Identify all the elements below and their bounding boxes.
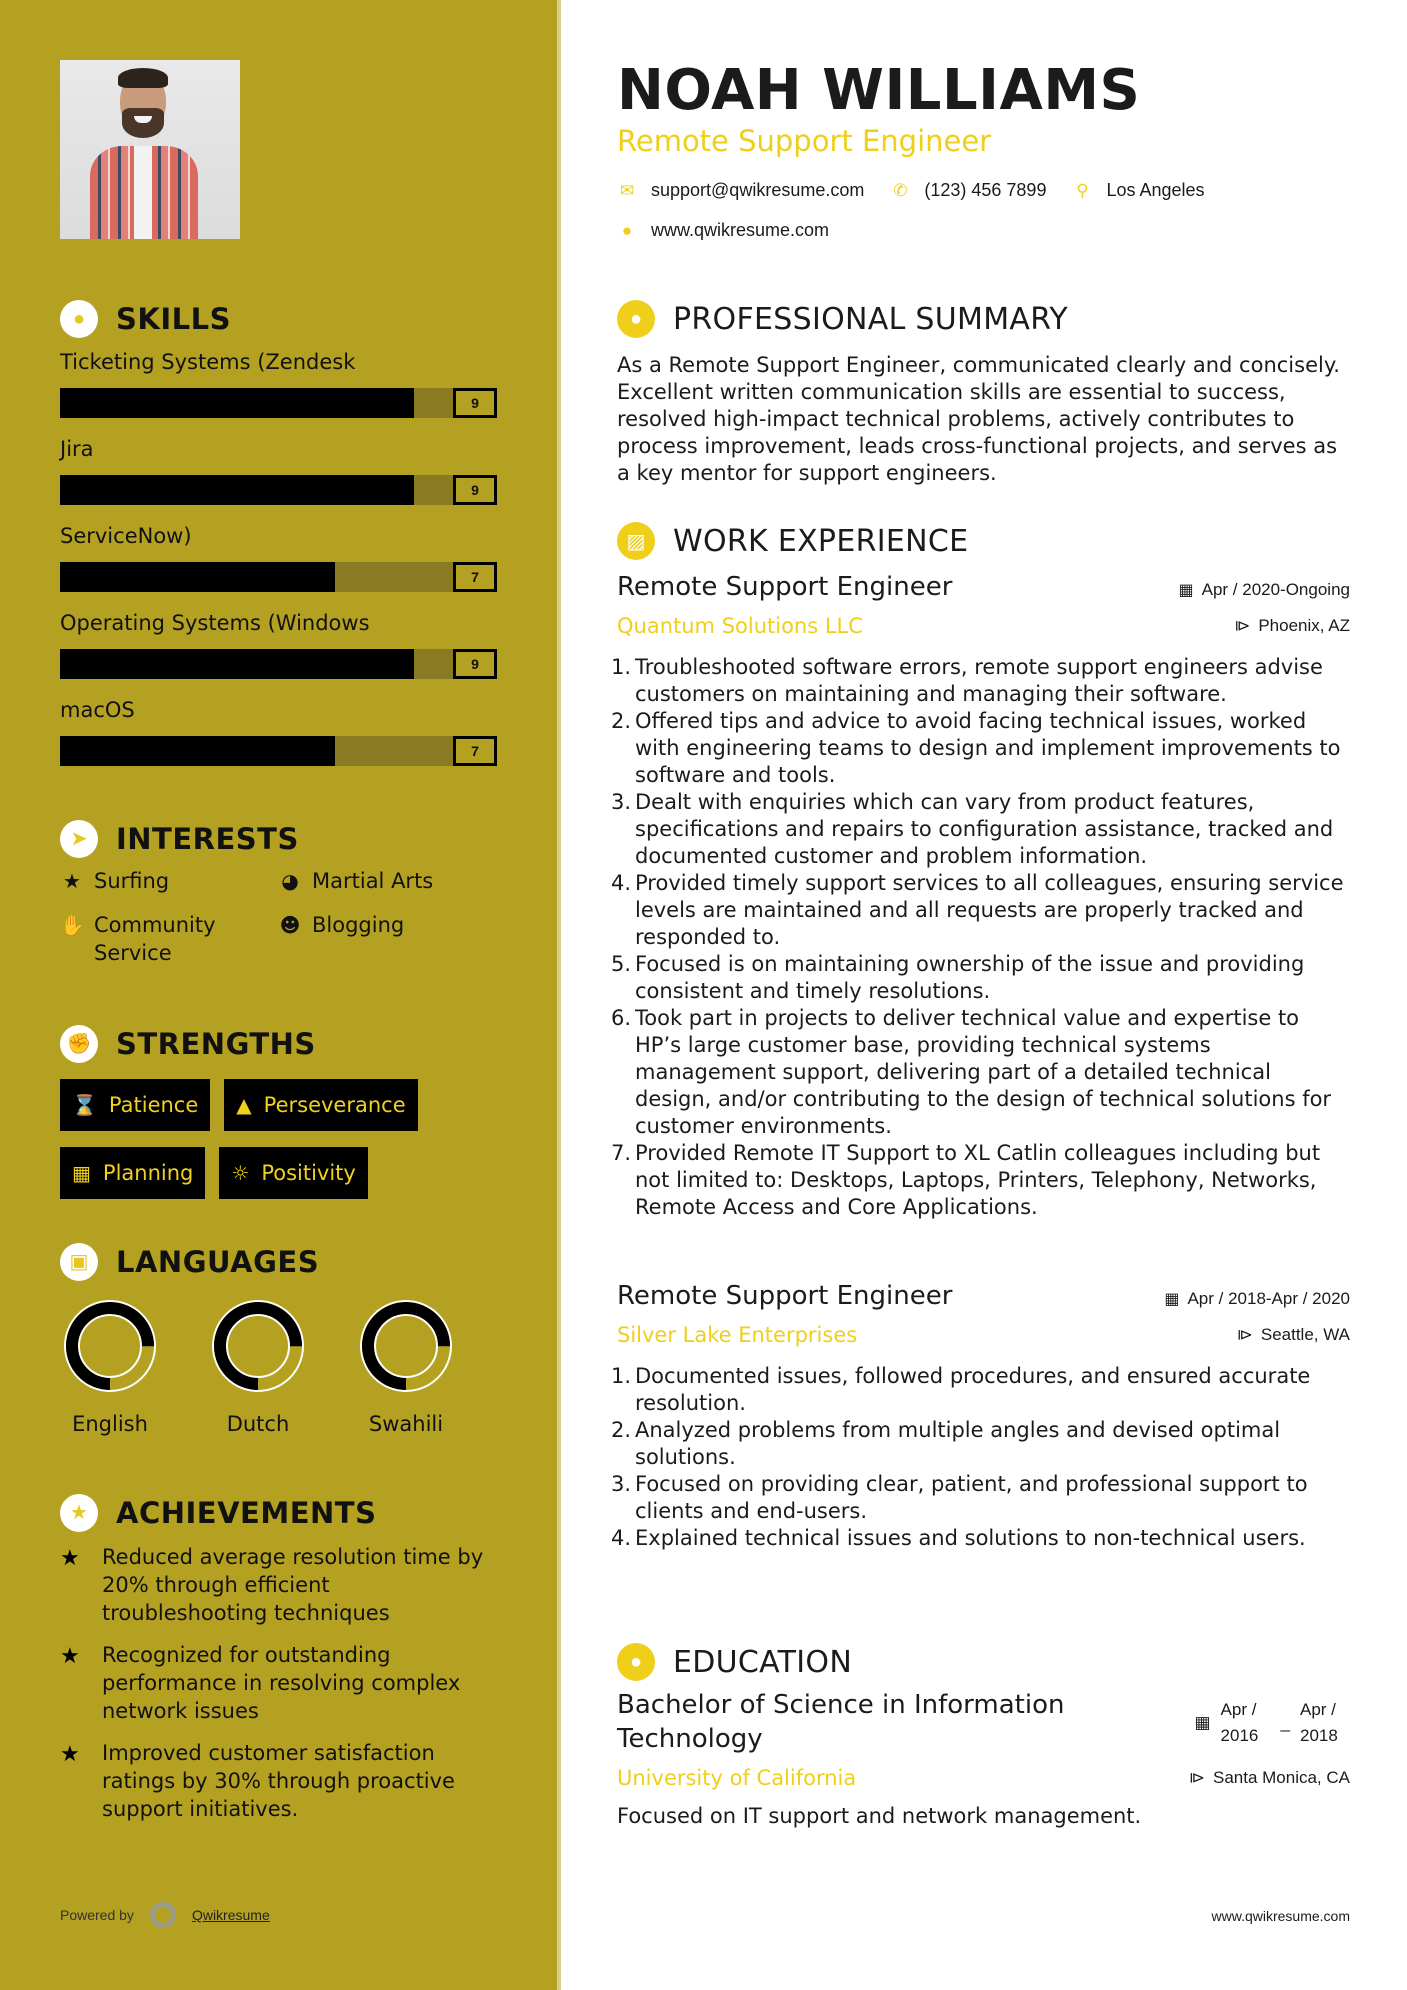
skills-heading: ● SKILLS xyxy=(60,300,231,338)
sun-icon: ☼ xyxy=(231,1161,250,1185)
calendar-icon: ▦ xyxy=(1178,582,1194,599)
candidate-name: NOAH WILLIAMS xyxy=(617,58,1141,123)
user-icon: ● xyxy=(617,300,655,338)
website-row xyxy=(617,220,829,241)
contact-row xyxy=(617,180,1205,201)
calendar-icon: ▦ xyxy=(72,1161,91,1185)
experience-heading: ▨ WORK EXPERIENCE xyxy=(617,522,968,560)
achievement-item: ★ Reduced average resolution time by 20% through efficient troubleshooting techniques xyxy=(60,1545,484,1625)
language-item: Swahili xyxy=(360,1300,452,1436)
email-link[interactable]: support@qwikresume.com xyxy=(651,180,865,200)
qwikresume-link[interactable]: Qwikresume xyxy=(191,1907,270,1923)
calendar-icon: ▦ xyxy=(1164,1291,1180,1308)
skill-item: ServiceNow) 7 xyxy=(60,524,497,592)
fist-icon: ✋ xyxy=(60,913,85,937)
lightbulb-icon: ● xyxy=(60,300,98,338)
sidebar-divider xyxy=(557,0,561,1990)
job-bullets: Documented issues, followed procedures, and ensured accurate resolution. Analyzed problems from multiple angles and devised optimal solutions. Focused on providing clear, patient, and professional support to clients and end-users. Explained technical issues and solutions to non-technical users. xyxy=(635,1364,1311,1550)
qwikresume-logo-icon xyxy=(150,1902,176,1928)
globe-icon: ● xyxy=(621,220,633,240)
powered-by: Powered by Qwikresume xyxy=(60,1902,270,1928)
skill-bar: 7 xyxy=(60,736,497,766)
shooting-star-icon: ★ xyxy=(60,1494,98,1532)
strength-badge: ☼ Positivity xyxy=(219,1147,367,1199)
job-entry: Remote Support Engineer ▦ Apr / 2020-Ongoing Quantum Solutions LLC ⧐ Phoenix, AZ Troubleshooted software errors, remote support engineers advise customers on maintaining and managing their software. Offered tips and advice to avoid facing technical issues, worked with engineering teams to design and implement improvements to software and tools. Dealt with enquiries which can vary from product features, specifications and repairs to configuration assistance, tracked and documented customer and problem information. Provided timely support services to all colleagues, ensuring service levels are maintained and all requests are properly tracked and responded to. Focused is on maintaining ownership of the issue and providing consistent and timely resolutions. Took part in projects to deliver technical value and expertise to HP’s large customer base, providing technical systems management support, delivering part of a detailed technical design, and/or contributing to the design of technical solutions for customer environments. Provided Remote IT Support to XL Catlin colleagues including but not limited to: Desktops, Laptops, Printers, Telephony, Networks, Remote Access and Core Applications. xyxy=(617,572,1350,1219)
strengths-list xyxy=(60,1079,497,1199)
education-dates: ▦ Apr / 2016 _ Apr / 2018 xyxy=(1194,1700,1338,1745)
language-item: Dutch xyxy=(212,1300,304,1436)
skill-item: Jira 9 xyxy=(60,437,497,505)
office-chair-icon: ▨ xyxy=(617,522,655,560)
language-item: English xyxy=(64,1300,156,1436)
achievements-heading: ★ ACHIEVEMENTS xyxy=(60,1494,376,1532)
languages-list xyxy=(60,1300,497,1436)
profile-photo xyxy=(60,60,240,239)
languages-heading: ▣ LANGUAGES xyxy=(60,1243,319,1281)
summary-heading: ● PROFESSIONAL SUMMARY xyxy=(617,300,1068,338)
strength-badge: ▲ Perseverance xyxy=(224,1079,417,1131)
star-icon: ★ xyxy=(63,869,81,893)
users-icon: ☻ xyxy=(279,913,301,937)
job-entry: Remote Support Engineer ▦ Apr / 2018-Apr / 2020 Silver Lake Enterprises ⧐ Seattle, WA Documented issues, followed procedures, and ensured accurate resolution. Analyzed problems from multiple angles and devised optimal solutions. Focused on providing clear, patient, and professional support to clients and end-users. Explained technical issues and solutions to non-technical users. xyxy=(617,1281,1350,1550)
strengths-heading: ✊ STRENGTHS xyxy=(60,1025,316,1063)
language-donut xyxy=(212,1300,304,1392)
strength-badge: ⌛ Patience xyxy=(60,1079,210,1131)
interest-item: ◕ Martial Arts xyxy=(278,867,497,895)
envelope-icon: ✉ xyxy=(619,180,635,200)
skill-bar: 7 xyxy=(60,562,497,592)
job-bullets: Troubleshooted software errors, remote support engineers advise customers on maintaining and managing their software. Offered tips and advice to avoid facing technical issues, worked with engineering teams to design and implement improvements to software and tools. Dealt with enquiries which can vary from product features, specifications and repairs to configuration assistance, tracked and documented customer and problem information. Provided timely support services to all colleagues, ensuring service levels are maintained and all requests are properly tracked and responded to. Focused is on maintaining ownership of the issue and providing consistent and timely resolutions. Took part in projects to deliver technical value and expertise to HP’s large customer base, providing technical systems management support, delivering part of a detailed technical design, and/or contributing to the design of technical solutions for customer environments. Provided Remote IT Support to XL Catlin colleagues including but not limited to: Desktops, Laptops, Printers, Telephony, Networks, Remote Access and Core Applications. xyxy=(635,655,1344,1219)
interests-list xyxy=(60,867,497,967)
graduate-icon: ● xyxy=(617,1643,655,1681)
calendar-icon: ▦ xyxy=(1194,1713,1211,1732)
interests-heading: ➤ INTERESTS xyxy=(60,820,299,858)
language-donut xyxy=(360,1300,452,1392)
education-heading: ● EDUCATION xyxy=(617,1643,852,1681)
interest-item: ☻ Blogging xyxy=(279,913,405,937)
raised-fist-icon: ✊ xyxy=(60,1025,98,1063)
skill-item: macOS 7 xyxy=(60,698,497,766)
shooting-star-icon: ★ xyxy=(60,1545,80,1570)
language-icon: ▣ xyxy=(60,1243,98,1281)
shooting-star-icon: ★ xyxy=(60,1643,80,1668)
interest-item: ★ Surfing xyxy=(60,867,278,895)
skill-bar: 9 xyxy=(60,388,497,418)
candidate-role: Remote Support Engineer xyxy=(617,124,992,158)
pushpin-icon: ⧐ xyxy=(1234,618,1251,635)
pushpin-icon: ⧐ xyxy=(1188,1770,1205,1787)
phone-icon: ✆ xyxy=(893,180,908,200)
achievement-item: ★ Improved customer satisfaction ratings by 30% through proactive support initiatives. xyxy=(60,1741,455,1821)
skill-bar: 9 xyxy=(60,649,497,679)
shooting-star-icon: ★ xyxy=(60,1741,80,1766)
hourglass-icon: ⌛ xyxy=(72,1093,97,1117)
achievement-item: ★ Recognized for outstanding performance in resolving complex network issues xyxy=(60,1643,461,1723)
globe-icon: ◕ xyxy=(281,869,299,893)
website-link[interactable]: www.qwikresume.com xyxy=(651,220,830,240)
language-donut xyxy=(64,1300,156,1392)
interest-item: ✋ Community Service xyxy=(60,913,216,965)
location: Los Angeles xyxy=(1106,180,1205,200)
education-entry: Bachelor of Science in Information Technology ▦ Apr / 2016 _ Apr / 2018 University of California ⧐ Santa Monica, CA Focused on IT support and network management. xyxy=(617,1690,1350,1828)
summary-text: As a Remote Support Engineer, communicated clearly and concisely. Excellent written communication skills are essential to success, resolved high-impact technical problems, actively contributes to process improvement, leads cross-functional projects, and serves as a key mentor for support engineers. xyxy=(617,353,1340,485)
pushpin-icon: ⧐ xyxy=(1236,1327,1253,1344)
skill-bar: 9 xyxy=(60,475,497,505)
map-pin-icon: ⚲ xyxy=(1076,180,1089,200)
sidebar xyxy=(0,0,557,1990)
skill-item: Operating Systems (Windows 9 xyxy=(60,611,497,679)
skill-item: Ticketing Systems (Zendesk 9 xyxy=(60,350,497,418)
achievements-list xyxy=(60,1543,500,1837)
footer-website-link[interactable]: www.qwikresume.com xyxy=(1211,1908,1350,1924)
road-icon: ▲ xyxy=(236,1093,252,1117)
phone-number: (123) 456 7899 xyxy=(924,180,1047,200)
paper-plane-icon: ➤ xyxy=(60,820,98,858)
strength-badge: ▦ Planning xyxy=(60,1147,205,1199)
